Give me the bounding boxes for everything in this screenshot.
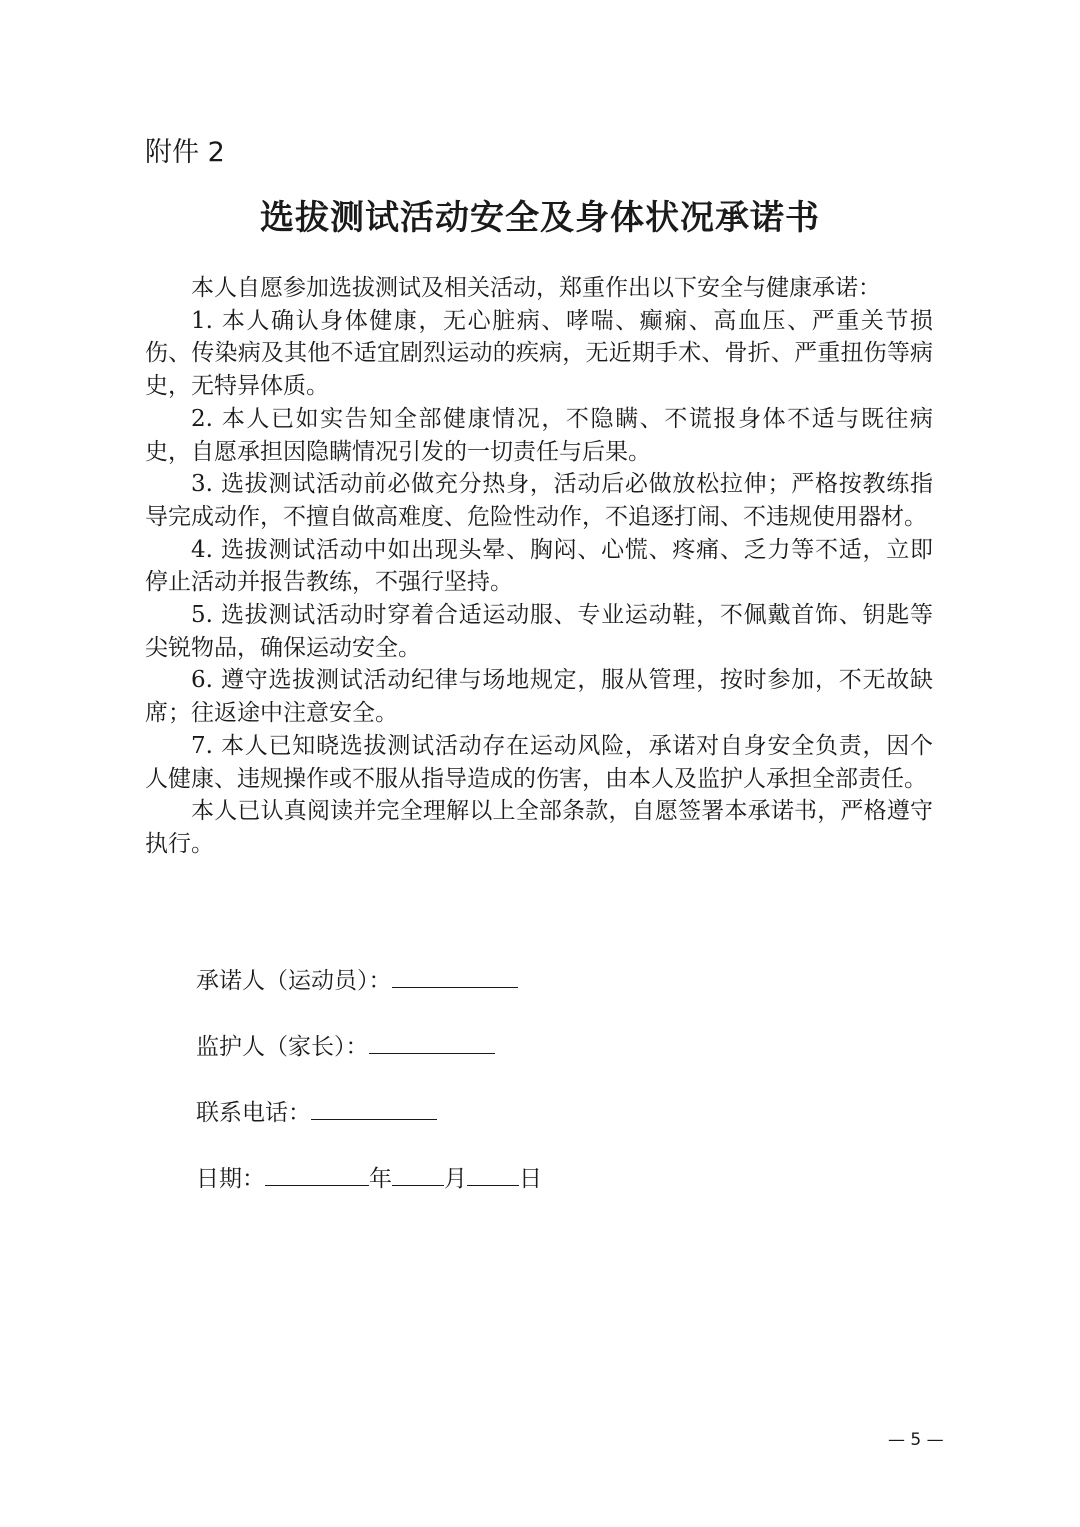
document-title: 选拔测试活动安全及身体状况承诺书 [260, 198, 820, 238]
phone-blank [311, 1101, 437, 1120]
date-line [196, 1160, 542, 1193]
guardian-signature-blank [369, 1035, 495, 1054]
year-blank [265, 1167, 369, 1186]
phone-label: 联系电话： [196, 1100, 311, 1126]
athlete-signature-blank [392, 969, 518, 988]
clause-5: 5. 选拔测试活动时穿着合适运动服、专业运动鞋，不佩戴首饰、钥匙等尖锐物品，确保运动安全。 [145, 602, 933, 661]
year-label: 年 [369, 1166, 392, 1192]
attachment-label: 附件 2 [145, 137, 225, 168]
athlete-signature-line [196, 962, 518, 995]
date-label: 日期： [196, 1166, 265, 1192]
clause-2: 2. 本人已如实告知全部健康情况，不隐瞒、不谎报身体不适与既往病史，自愿承担因隐瞒情况引发的一切责任与后果。 [145, 405, 933, 465]
clause-1: 1. 本人确认身体健康，无心脏病、哮喘、癫痫、高血压、严重关节损伤、传染病及其他不适宜剧烈运动的疾病，无近期手术、骨折、严重扭伤等病史，无特异体质。 [145, 307, 933, 400]
guardian-signature-label: 监护人（家长）： [196, 1034, 369, 1060]
clause-6: 6. 遵守选拔测试活动纪律与场地规定，服从管理，按时参加，不无故缺席；往返途中注意安全。 [145, 667, 933, 727]
day-blank [467, 1167, 519, 1186]
clause-4: 4. 选拔测试活动中如出现头晕、胸闷、心慌、疼痛、乏力等不适，立即停止活动并报告教练，不强行坚持。 [145, 536, 933, 596]
intro-paragraph: 本人自愿参加选拔测试及相关活动，郑重作出以下安全与健康承诺： [191, 275, 881, 301]
day-label: 日 [519, 1166, 542, 1192]
phone-line [196, 1094, 437, 1127]
month-blank [392, 1167, 444, 1186]
month-label: 月 [444, 1166, 467, 1192]
closing-paragraph: 本人已认真阅读并完全理解以上全部条款，自愿签署本承诺书，严格遵守执行。 [145, 798, 933, 857]
guardian-signature-line [196, 1028, 495, 1061]
clause-3: 3. 选拔测试活动前必做充分热身，活动后必做放松拉伸；严格按教练指导完成动作，不擅自做高难度、危险性动作，不追逐打闹、不违规使用器材。 [145, 471, 933, 530]
athlete-signature-label: 承诺人（运动员）： [196, 968, 392, 994]
document-body [145, 272, 933, 861]
page-number: — 5 — [888, 1430, 944, 1450]
clause-7: 7. 本人已知晓选拔测试活动存在运动风险，承诺对自身安全负责，因个人健康、违规操作或不服从指导造成的伤害，由本人及监护人承担全部责任。 [145, 732, 933, 792]
